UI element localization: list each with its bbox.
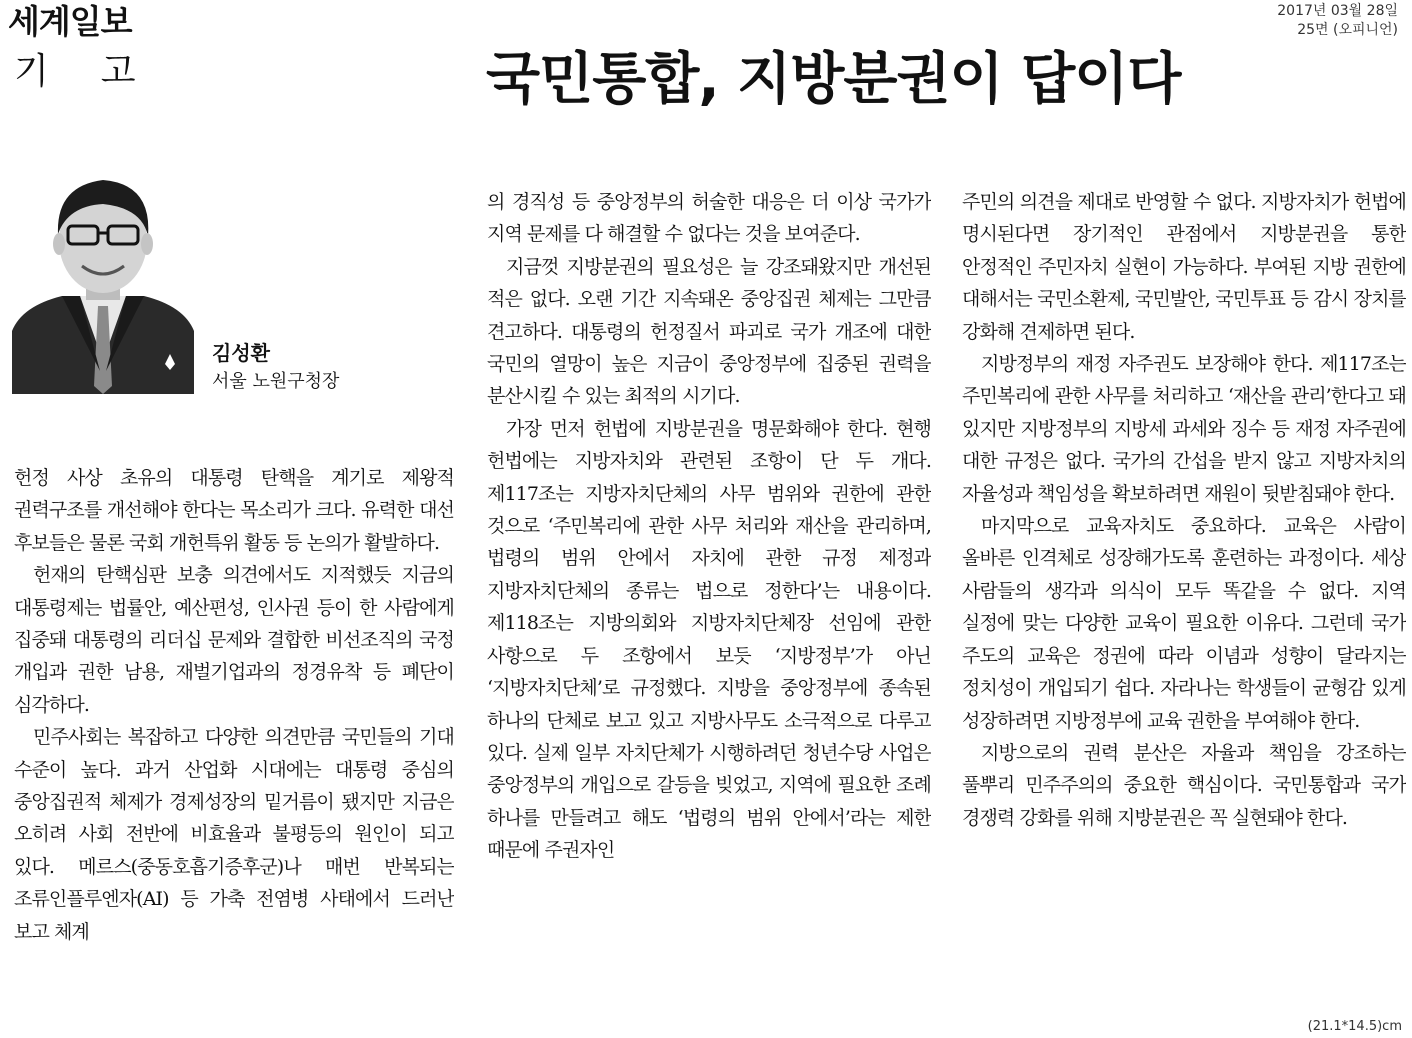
article-column-2: [487, 186, 931, 1018]
masthead: 세계일보: [8, 2, 132, 41]
paragraph: 마지막으로 교육자치도 중요하다. 교육은 사람이 올바른 인격체로 성장해가도록 훈련하는 과정이다. 세상 사람들의 생각과 의식이 모두 똑같을 수 없다. 지역 실정에 맞는 다양한 교육이 필요한 이유다. 그런데 국가 주도의 교육은 정권에 따라 이념과 성향이 달라지는 정치성이 개입되기 쉽다. 자라나는 학생들이 균형감 있게 성장하려면 지방정부에 교육 권한을 부여해야 한다.: [962, 515, 1406, 732]
page-section: 25면 (오피니언): [1297, 22, 1398, 38]
section-label: 기고: [14, 51, 188, 92]
paragraph: 지금껏 지방분권의 필요성은 늘 강조돼왔지만 개선된 적은 없다. 오랜 기간 지속돼온 중앙집권 체제는 그만큼 견고하다. 대통령의 헌정질서 파괴로 국가 개조에 대한 국민의 열망이 높은 지금이 중앙정부에 집중된 권력을 분산시킬 수 있는 최적의 시기다.: [487, 255, 931, 408]
headline: 국민통합, 지방분권이 답이다: [486, 47, 1181, 112]
author-photo: [12, 156, 194, 394]
paragraph: 가장 먼저 헌법에 지방분권을 명문화해야 한다. 현행 헌법에는 지방자치와 관련된 조항이 단 두 개다. 제117조는 지방자치단체의 사무 범위와 권한에 관한 것으로 ‘주민복리에 관한 사무 처리와 재산을 관리하며, 법령의 범위 안에서 자치에 관한 규정 제정과 지방자치단체의 종류는 법으로 정한다’는 내용이다. 제118조는 지방의회와 지방자치단체장 선임에 관한 사항으로 두 조항에서 보듯 ‘지방정부’가 아닌 ‘지방자치단체’로 규정했다. 지방을 중앙정부에 종속된 하나의 단체로 보고 있고 지방사무도 소극적으로 다루고 있다. 실제 일부 자치단체가 시행하려던 청년수당 사업은 중앙정부의 개입으로 갈등을 빚었고, 지역에 필요한 조례 하나를 만들려고 해도 ‘법령의 범위 안에서’라는 제한 때문에 주권자인: [487, 417, 931, 862]
publication-date: 2017년 03월 28일: [1277, 3, 1398, 19]
paragraph: 의 경직성 등 중앙정부의 허술한 대응은 더 이상 국가가 지역 문제를 다 해결할 수 없다는 것을 보여준다.: [487, 191, 931, 246]
paragraph: 지방정부의 재정 자주권도 보장해야 한다. 제117조는 주민복리에 관한 사무를 처리하고 ‘재산을 관리’한다고 돼 있지만 지방정부의 지방세 과세와 징수 등 재정 자주권에 대한 규정은 없다. 국가의 간섭을 받지 않고 지방자치의 자율성과 책임성을 확보하려면 재원이 뒷받침돼야 한다.: [962, 353, 1406, 505]
author-name: 김성환: [212, 341, 270, 365]
article-column-3: [962, 186, 1406, 1018]
paragraph: 헌재의 탄핵심판 보충 의견에서도 지적했듯 지금의 대통령제는 법률안, 예산편성, 인사권 등이 한 사람에게 집중돼 대통령의 리더십 문제와 결합한 비선조직의 국정 개입과 권한 남용, 재벌기업과의 정경유착 등 폐단이 심각하다.: [14, 564, 454, 716]
paragraph: 지방으로의 권력 분산은 자율과 책임을 강조하는 풀뿌리 민주주의의 중요한 핵심이다. 국민통합과 국가 경쟁력 강화를 위해 지방분권은 꼭 실현돼야 한다.: [962, 741, 1406, 829]
paragraph: 헌정 사상 초유의 대통령 탄핵을 계기로 제왕적 권력구조를 개선해야 한다는 목소리가 크다. 유력한 대선 후보들은 물론 국회 개헌특위 활동 등 논의가 활발하다.: [14, 467, 454, 554]
paragraph: 주민의 의견을 제대로 반영할 수 없다. 지방자치가 헌법에 명시된다면 장기적인 관점에서 지방분권을 통한 안정적인 주민자치 실현이 가능하다. 부여된 지방 권한에 대해서는 국민소환제, 국민발안, 국민투표 등 감시 장치를 강화해 견제하면 된다.: [962, 191, 1406, 343]
article-column-1: [14, 462, 454, 1018]
clipping-size-note: (21.1*14.5)cm: [1307, 1019, 1402, 1034]
author-title: 서울 노원구청장: [212, 371, 340, 392]
publication-meta: [1277, 2, 1398, 40]
paragraph: 민주사회는 복잡하고 다양한 의견만큼 국민들의 기대 수준이 높다. 과거 산업화 시대에는 대통령 중심의 중앙집권적 체제가 경제성장의 밑거름이 됐지만 지금은 오히려 사회 전반에 비효율과 불평등의 원인이 되고 있다. 메르스(중동호흡기증후군)나 매번 반복되는 조류인플루엔자(AI) 등 가축 전염병 사태에서 드러난 보고 체계: [14, 726, 454, 943]
